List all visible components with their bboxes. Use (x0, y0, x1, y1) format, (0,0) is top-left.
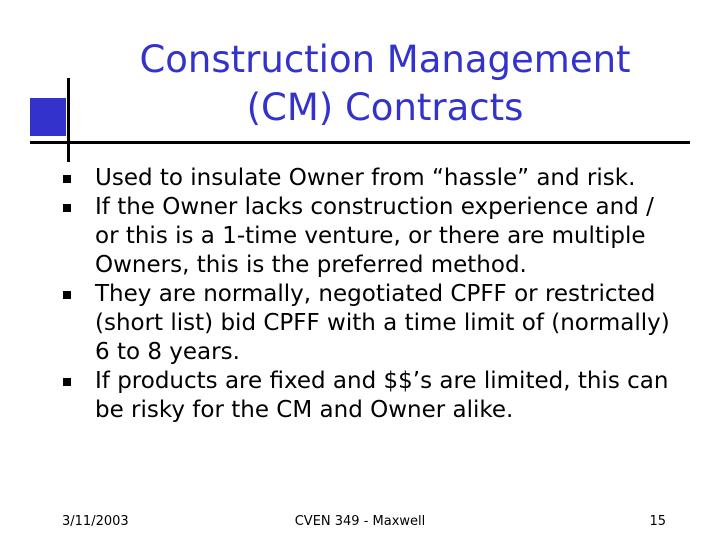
footer-page-number: 15 (649, 514, 666, 529)
decorative-vertical-line (67, 78, 70, 162)
bullet-text: Used to insulate Owner from “hassle” and risk. (95, 165, 636, 191)
footer-course: CVEN 349 - Maxwell (294, 514, 426, 529)
bullet-item (63, 280, 683, 367)
slide-title-line-2: (CM) Contracts (246, 86, 524, 129)
decorative-horizontal-line (30, 141, 690, 144)
footer-date: 3/11/2003 (62, 514, 129, 529)
square-bullet-icon (63, 291, 71, 299)
square-bullet-icon (63, 175, 71, 183)
slide-title (100, 36, 670, 132)
bullet-item (63, 164, 683, 193)
bullet-list (63, 164, 683, 425)
bullet-item (63, 193, 683, 280)
slide-title-line-1: Construction Management (139, 38, 631, 81)
bullet-text: If the Owner lacks construction experience and / or this is a 1-time venture, or there are multiple Owners, this is the preferred method. (95, 194, 654, 278)
decorative-blue-square (30, 98, 66, 136)
bullet-text: If products are fixed and $$’s are limited, this can be risky for the CM and Owner alike. (95, 368, 669, 423)
bullet-item (63, 367, 683, 425)
bullet-text: They are normally, negotiated CPFF or restricted (short list) bid CPFF with a time limit of (normally) 6 to 8 years. (95, 281, 670, 365)
square-bullet-icon (63, 378, 71, 386)
square-bullet-icon (63, 204, 71, 212)
